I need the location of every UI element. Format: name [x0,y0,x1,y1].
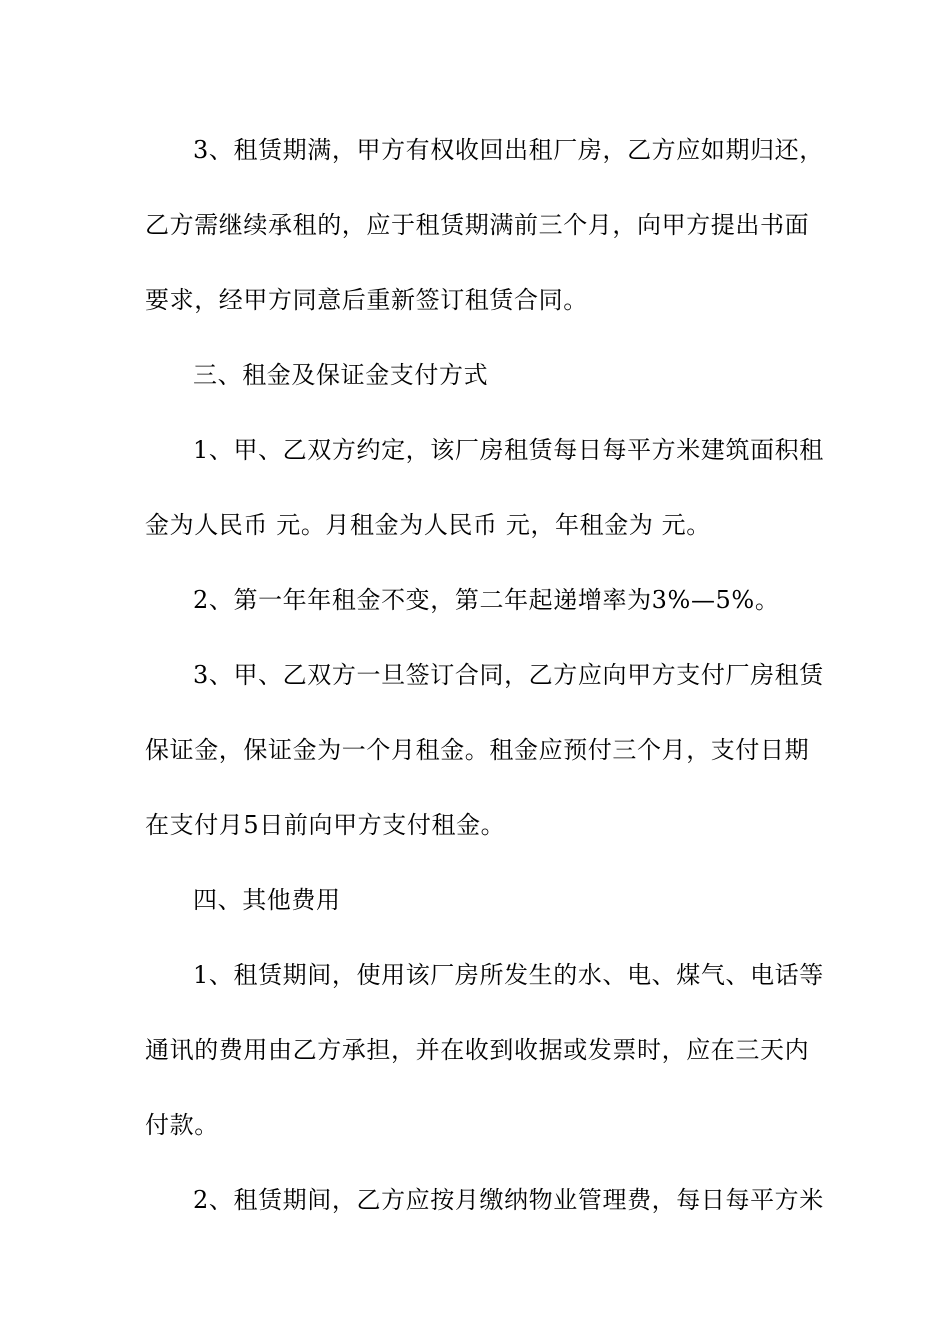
section-heading: 三、租金及保证金支付方式 [193,361,489,389]
paragraph-line: 1、甲、乙双方约定，该厂房租赁每日每平方米建筑面积租 [193,436,824,464]
paragraph-line: 金为人民币 元。月租金为人民币 元，年租金为 元。 [145,511,711,539]
paragraph-line: 通讯的费用由乙方承担，并在收到收据或发票时，应在三天内 [145,1036,810,1064]
paragraph-line: 付款。 [145,1111,219,1139]
paragraph-line: 保证金，保证金为一个月租金。租金应预付三个月，支付日期 [145,736,810,764]
paragraph-line: 2、租赁期间，乙方应按月缴纳物业管理费，每日每平方米 [193,1186,824,1214]
paragraph-line: 3、租赁期满，甲方有权收回出租厂房，乙方应如期归还， [193,136,824,164]
paragraph-line: 2、第一年年租金不变，第二年起递增率为3%—5%。 [193,586,780,614]
paragraph-line: 1、租赁期间，使用该厂房所发生的水、电、煤气、电话等 [193,961,824,989]
paragraph-line: 要求，经甲方同意后重新签订租赁合同。 [145,286,588,314]
section-heading: 四、其他费用 [193,886,341,914]
paragraph-line: 在支付月5日前向甲方支付租金。 [145,811,506,839]
paragraph-line: 乙方需继续承租的，应于租赁期满前三个月，向甲方提出书面 [145,211,810,239]
paragraph-line: 3、甲、乙双方一旦签订合同，乙方应向甲方支付厂房租赁 [193,661,824,689]
